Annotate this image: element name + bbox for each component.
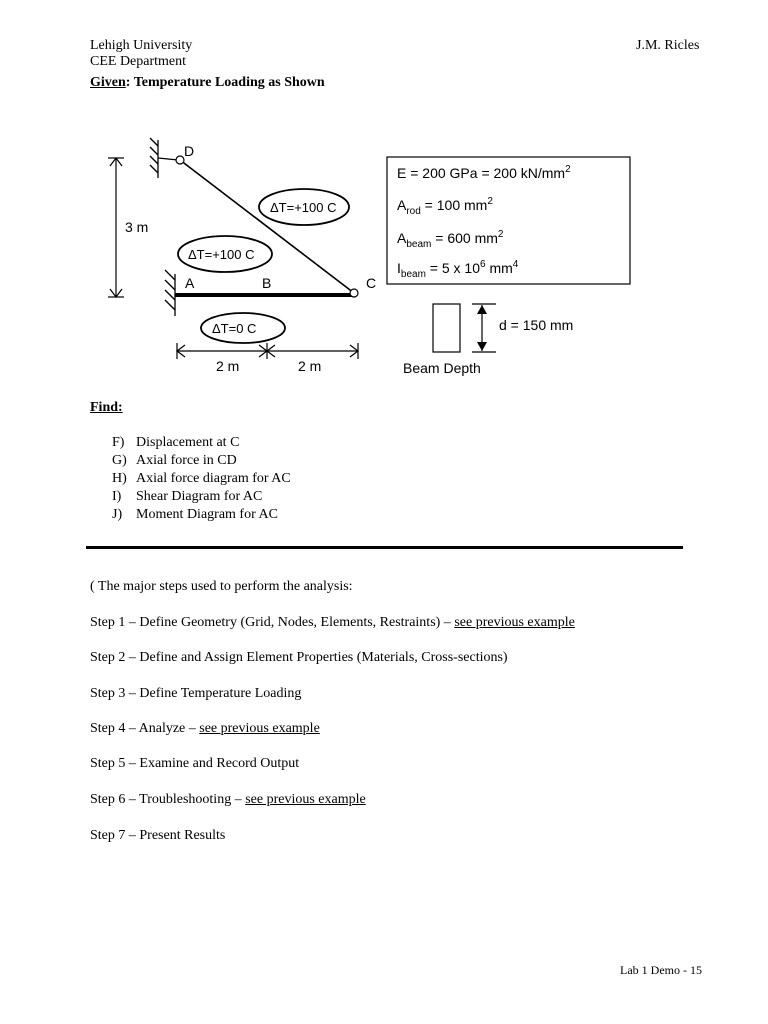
step-link-previous-example[interactable]: see previous example: [245, 792, 366, 807]
find-item-letter: J): [112, 507, 123, 522]
label-span-right: 2 m: [298, 358, 322, 374]
step-text: Step 3 – Define Temperature Loading: [90, 686, 302, 701]
find-item-letter: G): [112, 453, 127, 468]
step-text: Step 1 – Define Geometry (Grid, Nodes, Elements, Restraints) –: [90, 615, 455, 630]
find-item-text: Axial force diagram for AC: [136, 471, 291, 486]
step-link-previous-example[interactable]: see previous example: [454, 615, 575, 630]
find-item-text: Displacement at C: [136, 435, 240, 450]
header-department: CEE Department: [90, 54, 187, 69]
pin-D: [176, 156, 184, 164]
find-item: [112, 452, 291, 470]
prop-A-beam: $A_{beam} = 600$ $mm^2$: [397, 229, 504, 250]
step-text: Step 7 – Present Results: [90, 828, 226, 843]
node-B-label: B: [262, 275, 272, 291]
prop-I-beam: $I_{beam} = 5$ x $10^6$ $mm^4$: [397, 259, 519, 280]
node-D-label: D: [184, 143, 195, 159]
step-text: Step 2 – Define and Assign Element Properties (Materials, Cross-sections): [90, 650, 508, 665]
label-beam-depth: Beam Depth: [403, 360, 481, 376]
find-item-text: Axial force in CD: [136, 453, 237, 468]
dim-span: [177, 343, 358, 359]
support-D-hatch: [150, 138, 178, 178]
label-depth-dim: d = 150 mm: [499, 317, 574, 333]
step-item: [90, 828, 225, 844]
label-height: 3 m: [125, 219, 149, 235]
step-item: [90, 721, 320, 737]
support-A-hatch: [165, 270, 175, 316]
rod-CD: [180, 160, 354, 293]
temp-rod-label: ΔT=+100 C: [270, 200, 337, 215]
find-item-letter: F): [112, 435, 125, 450]
dim-height: [108, 158, 124, 297]
step-link-previous-example[interactable]: see previous example: [199, 721, 320, 736]
node-C-label: C: [366, 275, 377, 291]
divider: [86, 546, 683, 549]
prop-A-rod: $A_{rod} = 100$ $mm^2$: [397, 196, 493, 217]
given-text: : Temperature Loading as Shown: [125, 75, 325, 90]
step-item: [90, 792, 366, 808]
find-item: [112, 434, 291, 452]
footer-page: Lab 1 Demo - 15: [620, 963, 702, 977]
steps-intro: ( The major steps used to perform the analysis:: [90, 579, 353, 594]
given-label: Given: [90, 75, 126, 90]
find-item: [112, 488, 291, 506]
structure-figure: [0, 0, 768, 400]
step-text: Step 6 – Troubleshooting –: [90, 792, 246, 807]
find-item: [112, 506, 291, 524]
step-text: Step 5 – Examine and Record Output: [90, 756, 300, 771]
find-title: Find:: [90, 400, 123, 415]
header-university: Lehigh University: [90, 38, 193, 53]
node-A-label: A: [185, 275, 195, 291]
step-item: [90, 615, 575, 631]
find-item-letter: H): [112, 471, 127, 486]
find-item-text: Shear Diagram for AC: [136, 489, 263, 504]
prop-E: E = 200 GPa = 200 $kN/mm^2$: [397, 164, 571, 181]
pin-C: [350, 289, 358, 297]
header-author: J.M. Ricles: [636, 38, 700, 53]
find-item-text: Moment Diagram for AC: [136, 507, 278, 522]
step-text: Step 4 – Analyze –: [90, 721, 200, 736]
find-item-letter: I): [112, 489, 122, 504]
temp-beam-top-label: ΔT=+100 C: [188, 247, 255, 262]
beam-section-rect: [433, 304, 460, 352]
dim-depth-arrow-bottom: [477, 342, 487, 351]
step-item: [90, 686, 301, 702]
step-item: [90, 650, 508, 666]
dim-depth-arrow-top: [477, 305, 487, 314]
temp-beam-bottom-label: ΔT=0 C: [212, 321, 257, 336]
find-list: [112, 434, 291, 524]
label-span-left: 2 m: [216, 358, 240, 374]
find-item: [112, 470, 291, 488]
step-item: [90, 756, 299, 772]
